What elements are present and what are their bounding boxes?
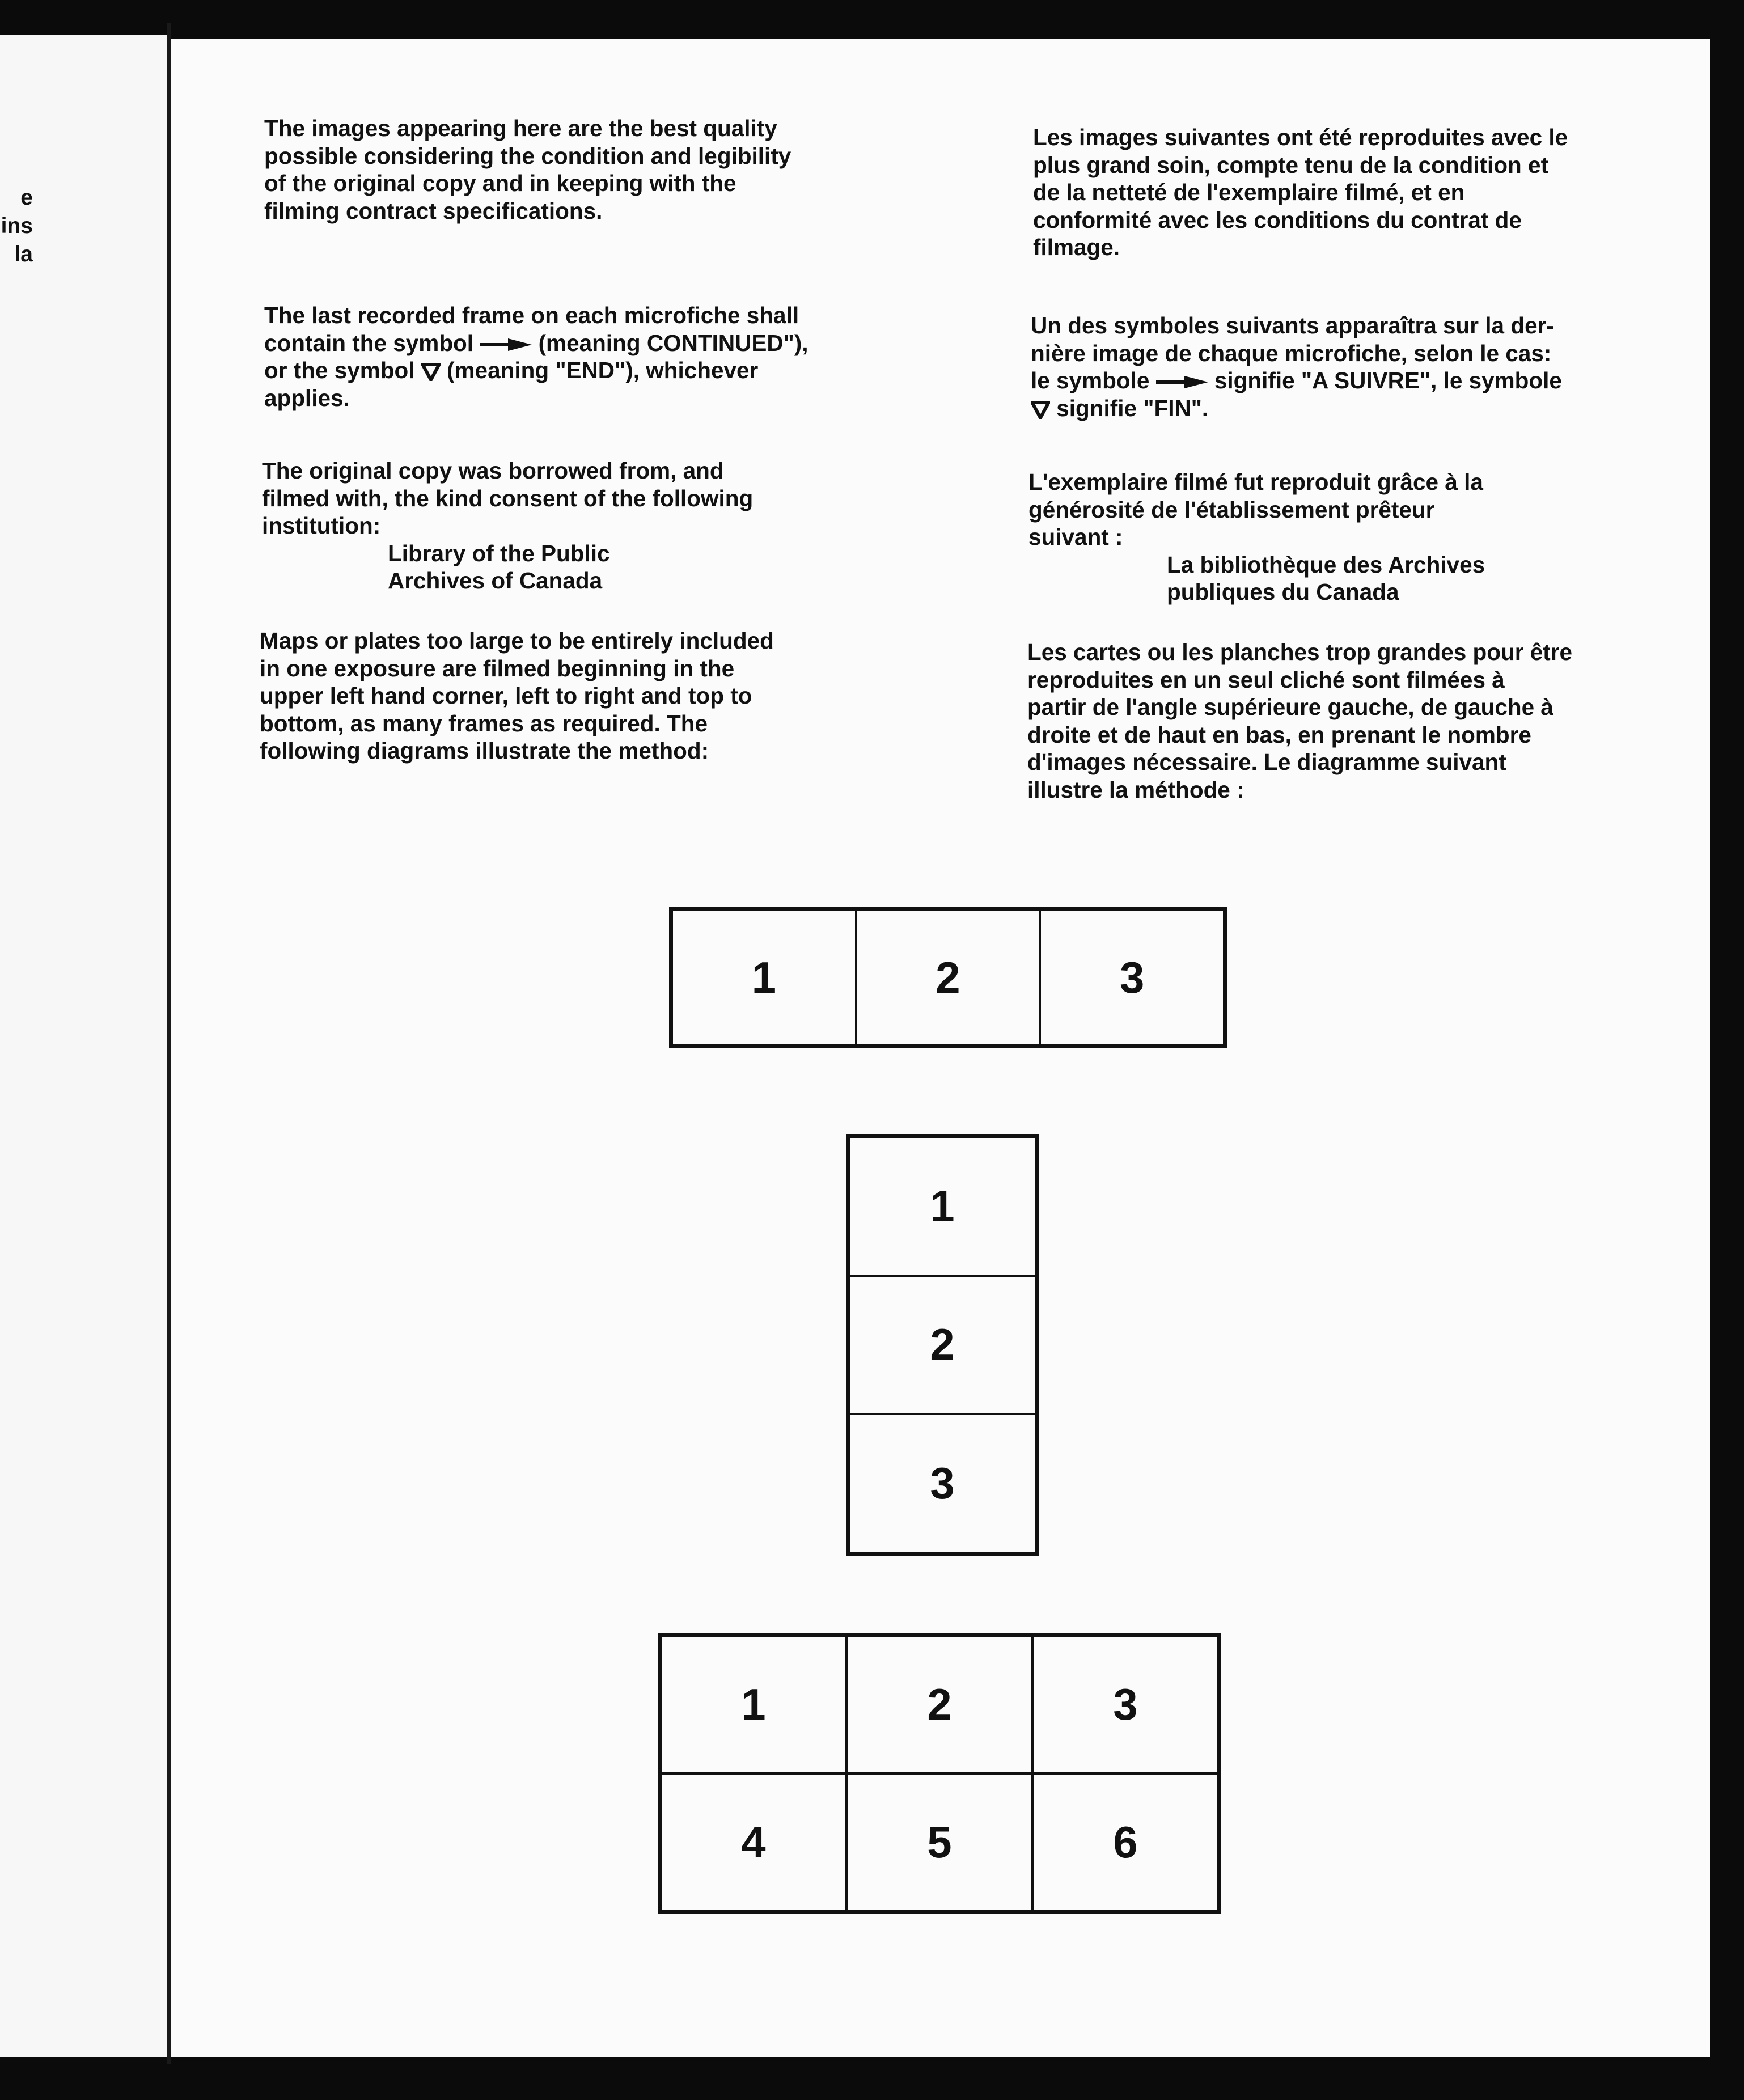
text-line: filming contract specifications. <box>264 197 603 224</box>
triangle-down-icon <box>421 363 441 381</box>
text-line: illustre la méthode : <box>1027 776 1244 803</box>
text-line: d'images nécessaire. Le diagramme suivant <box>1027 749 1506 775</box>
diagram-vertical-frames <box>846 1134 1039 1556</box>
frame-cell: 3 <box>1040 910 1224 1045</box>
diagram-horizontal-frames <box>669 907 1227 1048</box>
page-fold-shadow <box>167 23 171 2064</box>
text-line: générosité de l'établissement prêteur <box>1028 496 1435 523</box>
text-line: The last recorded frame on each microfiche shall <box>264 302 799 328</box>
text-line: Les cartes ou les planches trop grandes pour être <box>1027 639 1573 665</box>
text-line <box>264 357 808 384</box>
text-line: L'exemplaire filmé fut reproduit grâce à la <box>1028 469 1483 495</box>
text-segment: le symbole <box>1031 367 1156 393</box>
previous-page-fragment: e <box>20 185 33 210</box>
frame-cell: 5 <box>846 1773 1032 1911</box>
frame-cell: 3 <box>1032 1636 1218 1773</box>
text-line <box>264 329 808 357</box>
diagram-grid-frames <box>658 1633 1221 1914</box>
text-line: upper left hand corner, left to right and top to <box>260 683 752 709</box>
text-line: nière image de chaque microfiche, selon le cas: <box>1031 340 1552 366</box>
text-line: Un des symboles suivants apparaîtra sur la der- <box>1031 312 1554 338</box>
text-line: droite et de haut en bas, en prenant le nombre <box>1027 721 1531 748</box>
frame-cell: 4 <box>661 1773 846 1911</box>
institution-name-line: Archives of Canada <box>388 568 603 594</box>
text-line: partir de l'angle supérieure gauche, de gauche à <box>1027 694 1553 720</box>
frame-cell: 2 <box>846 1636 1032 1773</box>
frame-cell: 2 <box>856 910 1040 1045</box>
text-line: in one exposure are filmed beginning in the <box>260 655 735 681</box>
triangle-down-icon <box>1031 401 1050 419</box>
english-paragraph-maps <box>260 627 774 765</box>
frame-cell: 1 <box>661 1636 846 1773</box>
text-line: plus grand soin, compte tenu de la condition et <box>1033 151 1549 178</box>
text-line: suivant : <box>1028 524 1123 550</box>
text-segment: signifie "A SUIVRE", le symbole <box>1208 367 1562 393</box>
french-paragraph-quality <box>1033 124 1568 261</box>
french-paragraph-institution <box>1028 468 1485 606</box>
english-paragraph-institution <box>262 457 753 595</box>
text-segment: signifie "FIN". <box>1050 395 1209 421</box>
text-line: The original copy was borrowed from, and <box>262 458 724 484</box>
text-line: The images appearing here are the best quality <box>264 115 777 141</box>
text-segment: (meaning CONTINUED"), <box>532 329 808 356</box>
frame-cell: 3 <box>849 1414 1036 1553</box>
institution-name-line: publiques du Canada <box>1167 579 1399 605</box>
english-paragraph-symbols <box>264 302 808 412</box>
text-line: filmed with, the kind consent of the following <box>262 485 754 511</box>
text-line <box>1031 367 1562 395</box>
text-line: institution: <box>262 513 381 539</box>
institution-name-line: La bibliothèque des Archives <box>1167 551 1485 578</box>
text-line: possible considering the condition and legibility <box>264 142 791 169</box>
english-paragraph-quality <box>264 115 791 225</box>
previous-page-fragment: ins <box>1 214 33 238</box>
text-line: following diagrams illustrate the method: <box>260 738 709 764</box>
text-segment: (meaning "END"), whichever <box>440 357 759 383</box>
text-line: bottom, as many frames as required. The <box>260 710 708 736</box>
text-line: Maps or plates too large to be entirely included <box>260 628 774 654</box>
arrow-icon <box>480 338 532 351</box>
text-line: Les images suivantes ont été reproduites avec le <box>1033 124 1568 150</box>
french-paragraph-maps <box>1027 638 1572 803</box>
text-line: filmage. <box>1033 234 1120 260</box>
text-line: applies. <box>264 384 350 411</box>
arrow-icon <box>1156 376 1208 388</box>
frame-cell: 6 <box>1032 1773 1218 1911</box>
text-segment: contain the symbol <box>264 329 480 356</box>
text-line: reproduites en un seul cliché sont filmées à <box>1027 666 1505 693</box>
frame-cell: 1 <box>849 1137 1036 1276</box>
institution-name-line: Library of the Public <box>388 540 610 566</box>
text-line <box>1031 395 1562 422</box>
text-line: de la netteté de l'exemplaire filmé, et en <box>1033 179 1465 205</box>
french-paragraph-symbols <box>1031 312 1562 422</box>
text-segment: or the symbol <box>264 357 421 383</box>
text-line: of the original copy and in keeping with the <box>264 170 736 196</box>
frame-cell: 2 <box>849 1276 1036 1415</box>
previous-page-fragment: la <box>14 242 33 266</box>
text-line: conformité avec les conditions du contrat de <box>1033 206 1522 233</box>
frame-cell: 1 <box>672 910 856 1045</box>
previous-page-strip <box>0 35 167 2057</box>
